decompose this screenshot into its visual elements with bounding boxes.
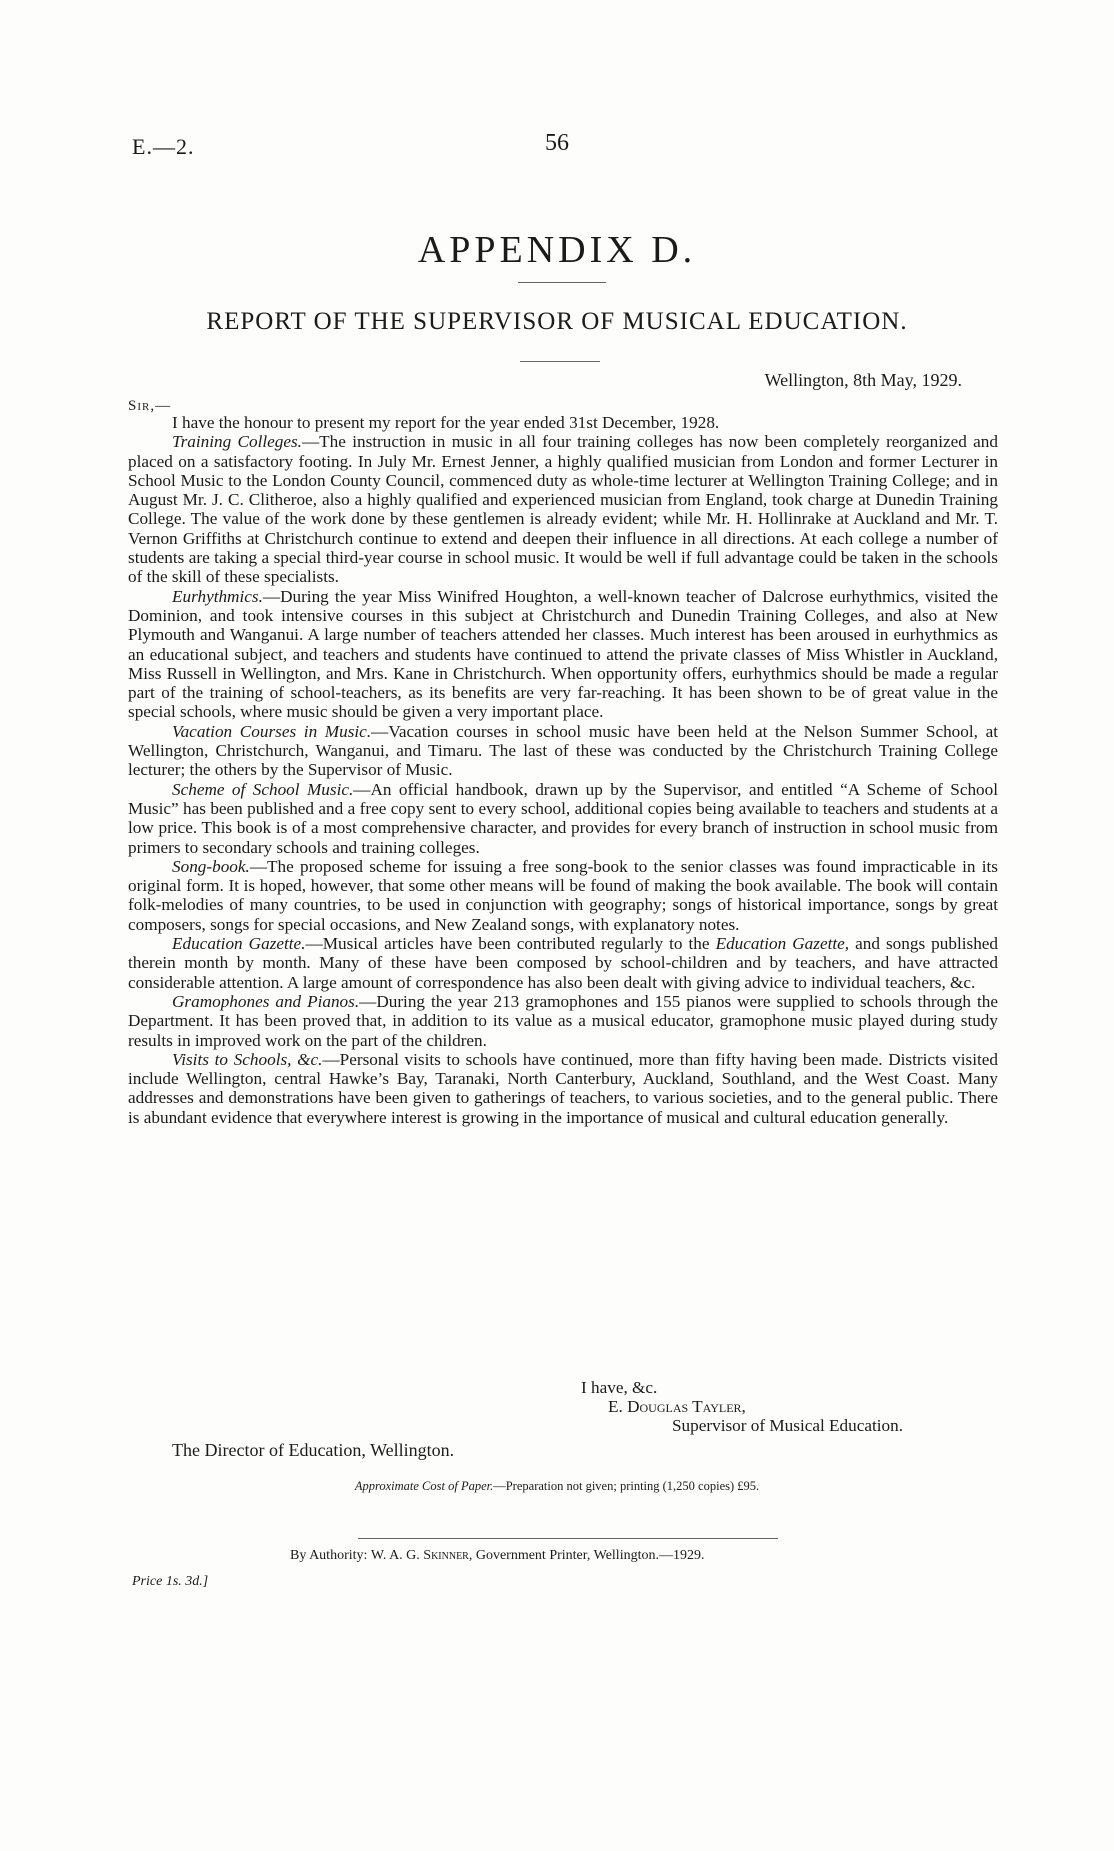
printer-name: W. A. G. Skinner, bbox=[370, 1548, 473, 1563]
paragraph-gramophones-and-pianos bbox=[128, 992, 998, 1050]
divider-rule bbox=[520, 361, 600, 362]
paragraph-scheme-of-school-music bbox=[128, 780, 998, 857]
page-number: 56 bbox=[545, 130, 569, 156]
document-reference: E.—2. bbox=[132, 134, 195, 159]
imprint-suffix: Government Printer, Wellington.—1929. bbox=[472, 1548, 705, 1563]
paragraph-vacation-courses bbox=[128, 722, 998, 780]
paragraph-text: —During the year Miss Winifred Houghton, a well-known teacher of Dalcrose eurhythmics, visited the Dominion, and took intensive courses in this subject at Christchurch and Dunedin Training Colleges, and also at New Plymouth and Wanganui. A large number of teachers attended her classes. Much interest has been aroused in eurhythmics as an educational subject, and teachers and students have continued to attend the private classes of Miss Whistler in Auckland, Miss Russell in Wellington, and Mrs. Kane in Christchurch. When opportunity offers, eurhythmics should be made a regular part of the training of school-teachers, as its benefits are very far-reaching. It has been shown to be of great value in the special schools, where music should be given a very important place. bbox=[128, 586, 998, 722]
closing-line: I have, &c. bbox=[581, 1378, 658, 1397]
cost-label: Approximate Cost of Paper. bbox=[354, 1479, 494, 1493]
signatory-title: Supervisor of Musical Education. bbox=[672, 1416, 904, 1435]
paragraph-text: —The proposed scheme for issuing a free song-book to the senior classes was found impracticable in its original form. It is hoped, however, that some other means will be found of making the book available. The book will contain folk-melodies of many countries, to be used in conjunction with geography; songs of historical importance, songs by great composers, songs for special occasions, and New Zealand songs, with explanatory notes. bbox=[128, 856, 998, 934]
paragraph-heading: Vacation Courses in Music. bbox=[172, 721, 372, 741]
paragraph-text: —An official handbook, drawn up by the Supervisor, and entitled “A Scheme of School Music” has been published and a free copy sent to every school, additional copies being available to teachers and students at a low price. This book is of a most comprehensive character, and provides for every branch of instruction in school music from primers to secondary schools and training colleges. bbox=[128, 779, 999, 857]
paragraph-text: —The instruction in music in all four training colleges has now been completely reorganized and placed on a satisfactory footing. In July Mr. Ernest Jenner, a highly qualified musician from London and former Lecturer in School Music to the London County Council, commenced duty as whole-time lecturer at Wellington Training College; and in August Mr. J. C. Clitheroe, also a highly qualified and experienced musician from England, took charge at Dunedin Training College. The value of the work done by these gentlemen is already evident; while Mr. H. Hollinrake at Auckland and Mr. T. Vernon Griffiths at Christchurch continue to extend and deepen their influence in all directions. At each college a number of students are taking a special third-year course in school music. It would be well if full advantage could be taken in the schools of the skill of these specialists. bbox=[128, 432, 998, 587]
paragraph-text: —Musical articles have been contributed regularly to the bbox=[305, 934, 716, 954]
printer-imprint bbox=[290, 1548, 704, 1564]
divider-rule bbox=[518, 282, 606, 283]
paragraph-education-gazette bbox=[128, 934, 998, 992]
paragraph-visits-to-schools bbox=[128, 1050, 998, 1127]
paragraph-heading: Training Colleges. bbox=[172, 432, 302, 452]
paragraph-text: —Personal visits to schools have continued, more than fifty having been made. Districts visited include Wellington, central Hawke’s Bay, Taranaki, North Canterbury, Auckland, Southland, and the West Coast. Many addresses and demonstrations have been given to gatherings of teachers, to various societies, and to the general public. There is abundant evidence that everywhere interest is growing in the importance of musical and cultural education generally. bbox=[128, 1049, 999, 1127]
intro-paragraph: I have the honour to present my report for the year ended 31st December, 1928. bbox=[172, 413, 720, 432]
paragraph-text: —During the year 213 gramophones and 155 pianos were supplied to schools through the Department. It has been proved that, in addition to its value as a musical educator, gramophone music played during study results in improved work on the part of the children. bbox=[128, 991, 998, 1050]
cost-text: —Preparation not given; printing (1,250 copies) £95. bbox=[493, 1479, 760, 1493]
price-note: Price 1s. 3d.] bbox=[132, 1574, 209, 1589]
report-body bbox=[128, 413, 998, 1127]
appendix-title: APPENDIX D. bbox=[417, 229, 697, 271]
paragraph-text: and songs published therein month by month. Many of these have been composed by school-children and by teachers, and have attracted considerable attention. A large amount of correspondence has also been dealt with giving advice to individual teachers, &c. bbox=[128, 934, 999, 992]
salutation: Sir,— bbox=[128, 398, 172, 414]
paragraph-eurhythmics bbox=[128, 587, 998, 722]
imprint-prefix: By Authority: bbox=[290, 1548, 368, 1563]
cost-note bbox=[0, 1479, 1114, 1494]
paragraph-text: —Vacation courses in school music have been held at the Nelson Summer School, at Wellington, Christchurch, Wanganui, and Timaru. The last of these was conducted by the Christchurch Training College lecturer; the others by the Supervisor of Music. bbox=[128, 721, 998, 780]
dateline: Wellington, 8th May, 1929. bbox=[764, 370, 962, 390]
paragraph-heading: Song-book. bbox=[172, 856, 250, 876]
paragraph-heading: Scheme of School Music. bbox=[172, 779, 354, 799]
paragraph-heading: Education Gazette. bbox=[172, 934, 306, 954]
signature: E. Douglas Tayler, bbox=[608, 1397, 746, 1416]
paragraph-heading: Eurhythmics. bbox=[172, 586, 263, 606]
report-title: REPORT OF THE SUPERVISOR OF MUSICAL EDUCATION. bbox=[206, 308, 908, 335]
paragraph-heading: Visits to Schools, &c. bbox=[172, 1049, 323, 1069]
paragraph-song-book bbox=[128, 857, 998, 934]
paragraph-heading: Gramophones and Pianos. bbox=[172, 991, 360, 1011]
divider-rule bbox=[358, 1538, 778, 1539]
gazette-title: Education Gazette, bbox=[715, 934, 850, 954]
addressee: The Director of Education, Wellington. bbox=[172, 1440, 455, 1460]
paragraph-training-colleges bbox=[128, 432, 998, 586]
